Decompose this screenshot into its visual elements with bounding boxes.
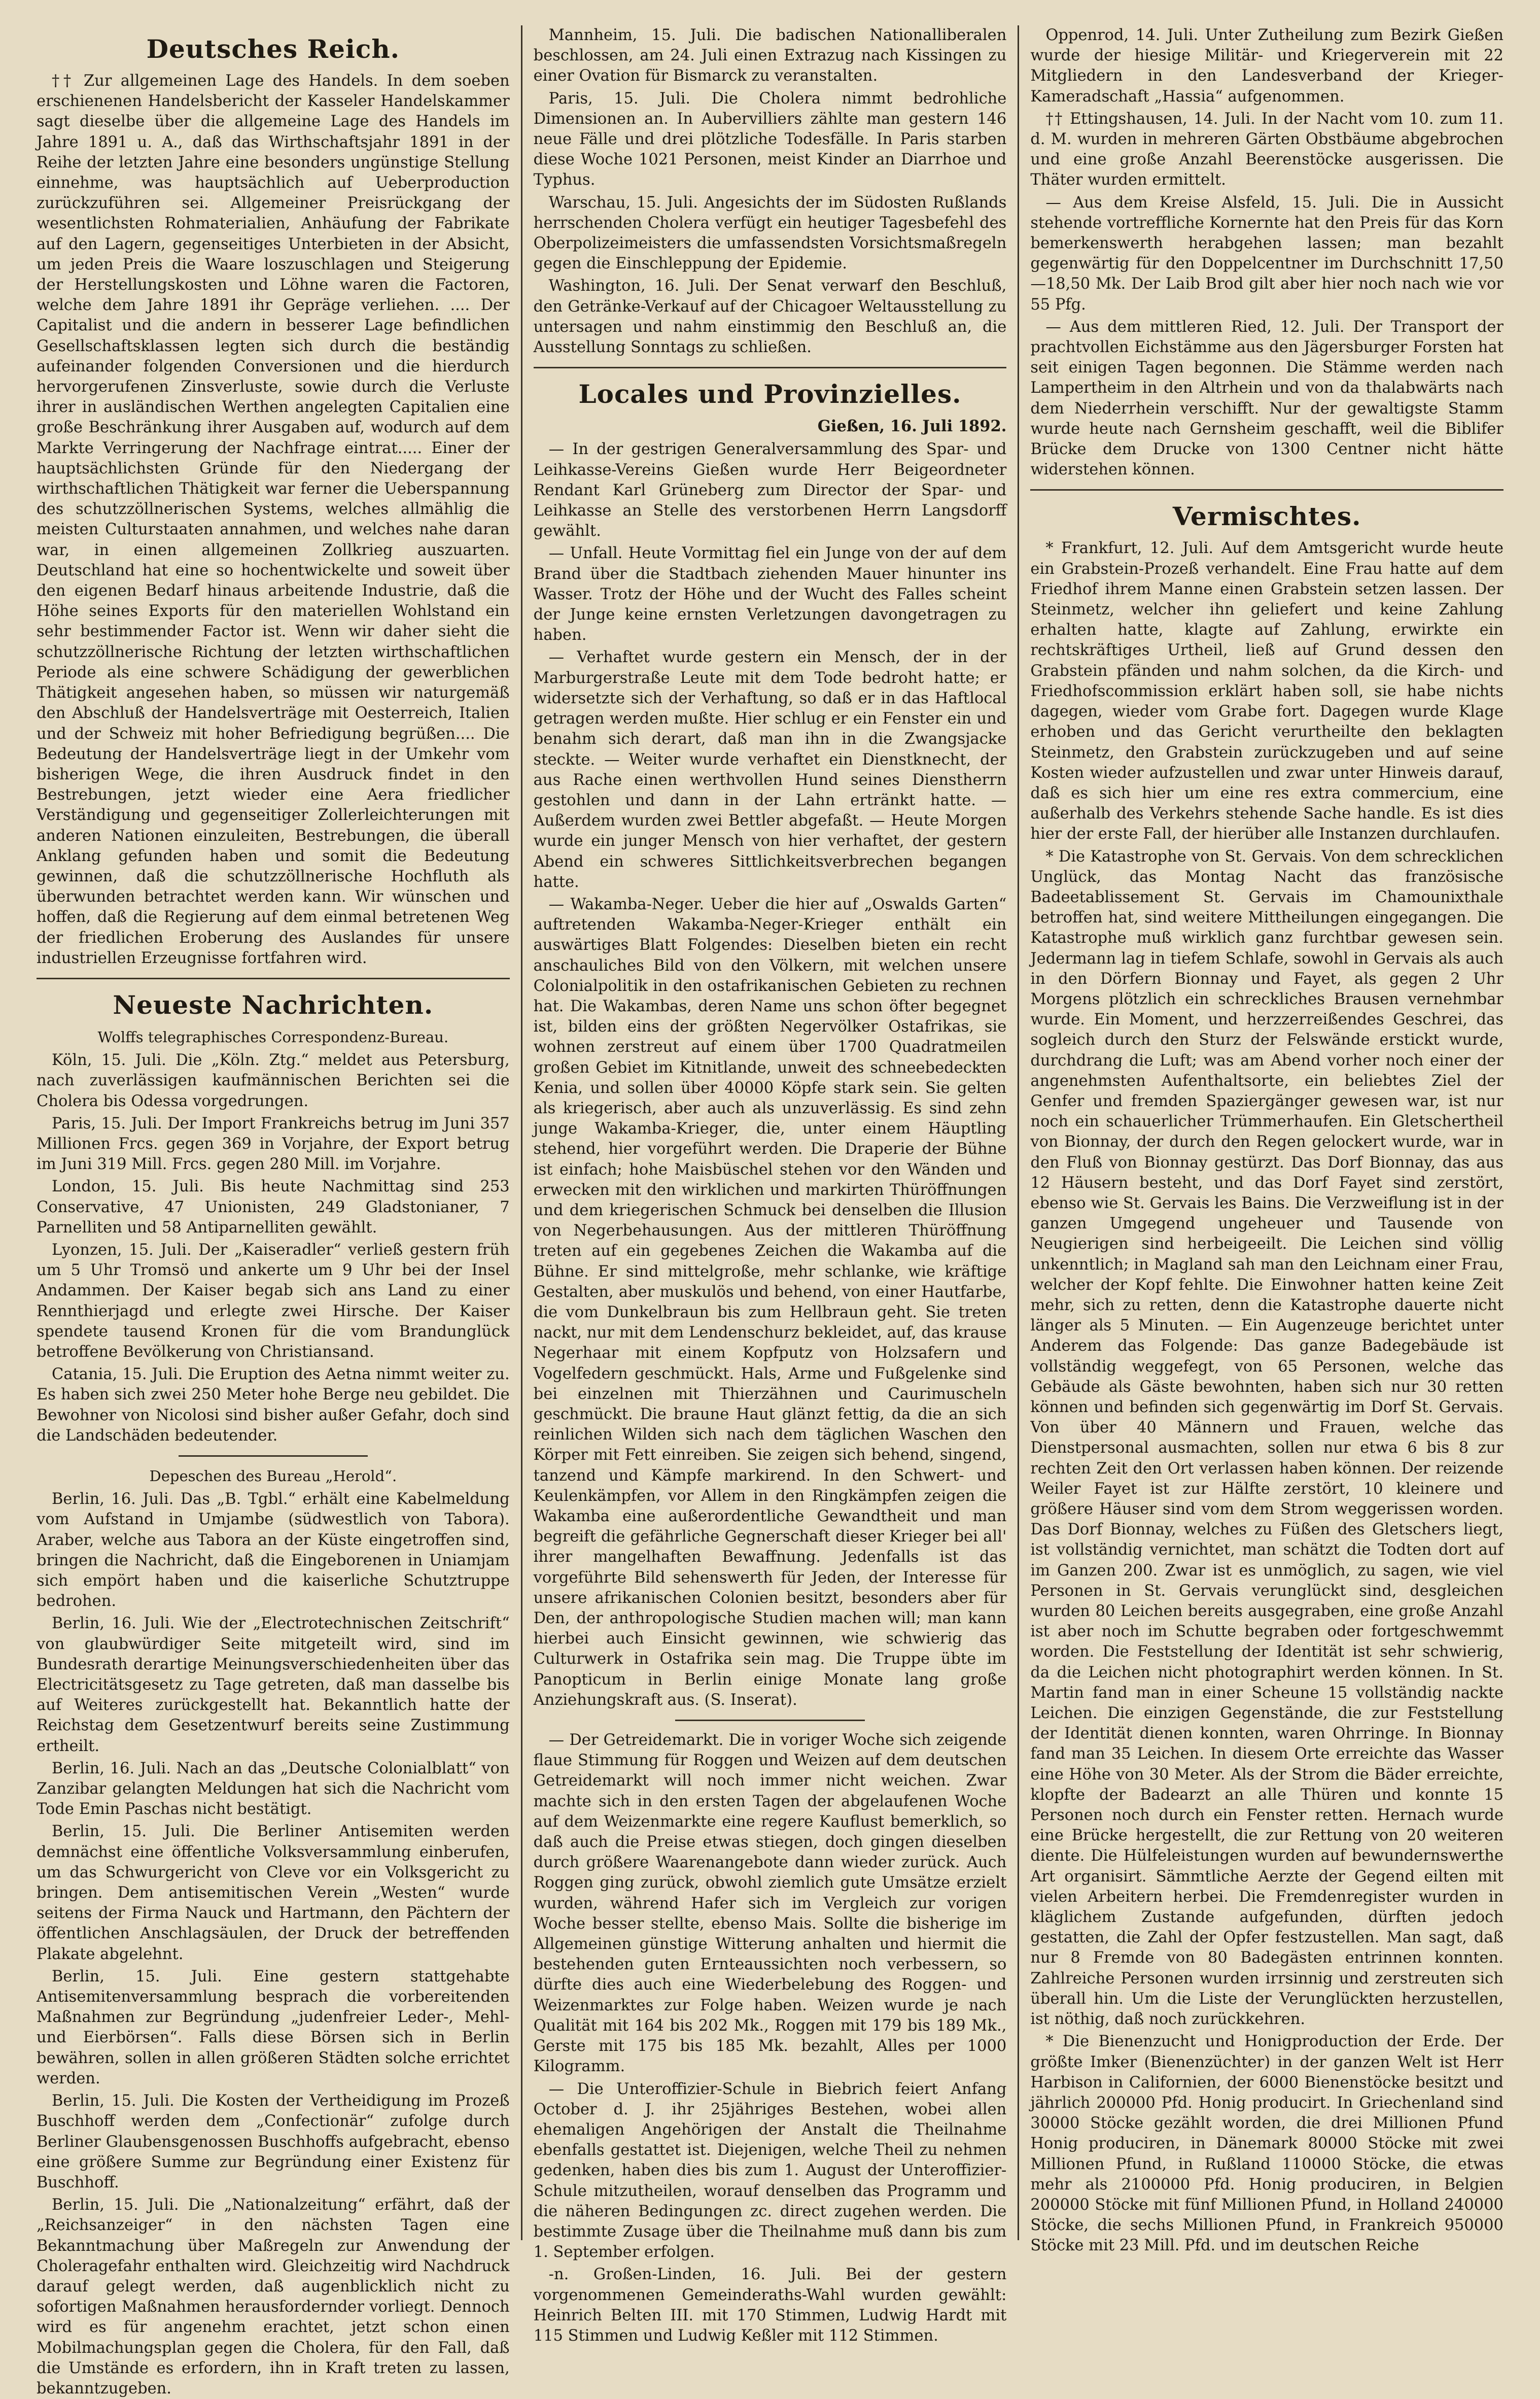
local-item: — Verhaftet wurde gestern ein Mensch, der in der Marburgerstraße Leute mit dem Tode bedroht hatte; er widersetzte sich der Verhaftung, so daß er in das Haftlocal getragen werden mußte. Hier schlug er ein Fenster ein und benahm sich derart, daß man ihn in die Zwangsjacke steckte. — Weiter wurde verhaftet ein Dienstknecht, der aus Rache einen werthvollen Hund seines Dienstherrn gestohlen und dann in der Lahn ertränkt hatte. — Außerdem wurden zwei Bettler abgefaßt. — Heute Morgen wurde ein junger Mensch von hier verhaftet, der gestern Abend ein schweres Sittlichkeitsverbrechen begangen hatte.	[533, 648, 1007, 891]
local-item: — Der Getreidemarkt. Die in voriger Woche sich zeigende flaue Stimmung für Roggen und Weizen auf dem deutschen Getreidemarkt will noch immer nicht weichen. Zwar machte sich in den ersten Tagen der abgelaufenen Woche auf dem Weizenmarkte eine regere Kauflust bemerklich, so daß auch die Preise etwas stiegen, doch gingen dieselben durch größere Waarenangebote dann wieder zurück. Auch Roggen ging zurück, obwohl ziemlich gute Umsätze erzielt wurden, während Hafer sich im Vergleich zur vorigen Woche besser stellte, ebenso Mais. Sollte die bisherige im Allgemeinen günstige Witterung anhalten und hiermit die bestehenden guten Ernteaussichten noch verbessern, so dürfte dies auch eine Wiederbelebung des Roggen- und Weizenmarktes zur Folge haben. Weizen wurde je nach Qualität mit 164 bis 202 Mk., Roggen mit 179 bis 189 Mk., Gerste mit 175 bis 185 Mk. bezahlt, Alles per 1000 Kilogramm.	[533, 1731, 1007, 2076]
local-item: — Wakamba-Neger. Ueber die hier auf „Oswalds Garten“ auftretenden Wakamba-Neger-Krieger enthält ein auswärtiges Blatt Folgendes: Dieselben bieten ein recht anschauliches Bild von den Völkern, mit welchen unsere Colonialpolitik in den ostafrikanischen Gebieten zu rechnen hat. Die Wakambas, deren Name uns schon öfter begegnet ist, bilden eins der größten Negervölker Ostafrikas, sie wohnen zerstreut auf einem über 1700 Quadratmeilen großen Gebiet im Kitnitlande, unweit des schneebedeckten Kenia, und sollen über 40000 Köpfe stark sein. Sie gelten als kriegerisch, aber auch als unzuverlässig. Es sind zehn junge Wakamba-Krieger, die, unter einem Häuptling stehend, hier vorgeführt werden. Die Draperie der Bühne ist einfach; hohe Maisbüschel stehen vor den Wänden und erwecken mit den wirklichen und markirten Thüröffnungen und dem kriegerischen Schmuck bei denselben die Illusion von Negerbehausungen. Aus der mittleren Thüröffnung treten auf ein gegebenes Zeichen die Wakamba auf die Bühne. Er sind mittelgroße, mehr schlanke, wie kräftige Gestalten, aber muskulös und behend, von einer Hautfarbe, die vom Dunkelbraun bis zum Hellbraun geht. Sie treten nackt, nur mit dem Lendenschurz bekleidet, auf, das krause Negerhaar mit einem Kopfputz von Holzsafern und Vogelfedern geschmückt. Hals, Arme und Fußgelenke sind bei einzelnen mit Thierzähnen und Caurimuscheln geschmückt. Die braune Haut glänzt fettig, da die an sich reinlichen Wilden sich nach dem täglichen Waschen den Körper mit Fett einreiben. Sie zeigen sich behend, singend, tanzend und Kämpfe markirend. In den Schwert- und Keulenkämpfen, vor Allem in den Ringkämpfen zeigen die Wakamba eine außerordentliche Gewandtheit und man begreift die gefährliche Gegnerschaft dieser Krieger bei all' ihrer mangelhaften Bewaffnung. Jedenfalls ist das vorgeführte Bild sehenswerth für Jeden, der Interesse für unsere afrikanischen Colonien besitzt, besonders aber für Den, der anthropologische Studien machen will; man kann hierbei auch Einsicht gewinnen, wie schwierig das Culturwerk in Ostafrika sein mag. Die Truppe übte im Panopticum in Berlin einige Monate lang große Anziehungskraft aus. (S. Inserat).	[533, 895, 1007, 1709]
divider	[37, 978, 510, 979]
divider	[534, 367, 1007, 368]
section-heading-vermischtes: Vermischtes.	[1172, 501, 1361, 532]
news-item: Köln, 15. Juli. Die „Köln. Ztg.“ meldet aus Petersburg, nach zuverlässigen kaufmännischen Berichten sei die Cholera bis Odessa vorgedrungen.	[37, 1051, 510, 1110]
column-3	[1019, 25, 1515, 2255]
local-item: — Die Unteroffizier-Schule in Biebrich feiert Anfang October d. J. ihr 25jähriges Bestehen, wobei allen ehemaligen Angehörigen der Anstalt die Theilnahme ebenfalls gestattet ist. Diejenigen, welche Theil zu nehmen gedenken, haben dies bis zum 1. August der Unteroffizier-Schule mitzutheilen, worauf denselben das Programm und die näheren Bedingungen zc. direct zugehen werden. Die bestimmte Zusage über die Theilnahme muß dann bis zum 1. September erfolgen.	[533, 2080, 1007, 2261]
news-item: Berlin, 16. Juli. Nach an das „Deutsche Colonialblatt“ von Zanzibar gelangten Meldungen hat sich die Nachricht vom Tode Emin Paschas nicht bestätigt.	[37, 1759, 510, 1819]
local-item: -n. Großen-Linden, 16. Juli. Bei der gestern vorgenommenen Gemeinderaths-Wahl wurden gewählt: Heinrich Belten III. mit 170 Stimmen, Ludwig Hardt mit 115 Stimmen und Ludwig Keßler mit 112 Stimmen.	[533, 2266, 1007, 2345]
news-item: Washington, 16. Juli. Der Senat verwarf den Beschluß, den Getränke-Verkauf auf der Chicagoer Weltausstellung zu untersagen und nahm einstimmig den Beschluß an, die Ausstellung Sonntags zu schließen.	[533, 277, 1007, 357]
local-item: — In der gestrigen Generalversammlung des Spar- und Leihkasse-Vereins Gießen wurde Herr Beigeordneter Rendant Karl Grüneberg zum Director der Spar- und Leihkasse an Stelle des verstorbenen Herrn Langsdorff gewählt.	[533, 440, 1007, 540]
news-item: Berlin, 16. Juli. Wie der „Electrotechnischen Zeitschrift“ von glaubwürdiger Seite mitgeteilt wird, sind im Bundesrath derartige Meinungsverschiedenheiten über das Electricitätsgesetz zu Tage getreten, daß man dasselbe bis auf Weiteres zurückgestellt hat. Bekanntlich hatte der Reichstag dem Gesetzentwurf bereits seine Zustimmung ertheilt.	[37, 1615, 510, 1755]
section-heading-neueste-nachrichten: Neueste Nachrichten.	[113, 989, 434, 1020]
news-item: Berlin, 15. Juli. Die Berliner Antisemiten werden demnächst eine öffentliche Volksversammlung einberufen, um das Schwurgericht von Cleve vor ein Volksgericht zu bringen. Dem antisemitischen Verein „Westen“ wurde seitens der Firma Nauck und Hartmann, den Pächtern der öffentlichen Anschlagsäulen, der Druck der betreffenden Plakate abgelehnt.	[37, 1823, 510, 1963]
news-item: Paris, 15. Juli. Die Cholera nimmt bedrohliche Dimensionen an. In Aubervilliers zählte man gestern 146 neue Fälle und drei plötzliche Todesfälle. In Paris starben diese Woche 1021 Personen, meist Kinder an Diarrhoe und Typhus.	[533, 89, 1007, 189]
news-item: Berlin, 15. Juli. Die „Nationalzeitung“ erfährt, daß der „Reichsanzeiger“ in den nächsten Tagen eine Bekanntmachung über Maßregeln zur Anwendung der Choleragefahr enthalten wird. Gleichzeitig wird Nachdruck darauf gelegt werden, daß augenblicklich nicht zu sofortigen Maßnahmen herausfordernder vorliegt. Dennoch wird es für angenehm erachtet, jetzt schon einen Mobilmachungsplan gegen die Cholera, für den Fall, daß die Umstände es erfordern, ihn in Kraft treten zu lassen, bekanntzugeben.	[37, 2196, 510, 2397]
local-item: — Aus dem mittleren Ried, 12. Juli. Der Transport der prachtvollen Eichstämme aus den Jägersburger Forsten hat seit einigen Tagen begonnen. Die Stämme werden nach Lampertheim in den Altrhein und von da thalabwärts nach dem Niederrhein verschifft. Nur der gewaltigste Stamm wurde heute nach Gernsheim geschafft, weil die Biblifer Brücke dem Drucke von 1300 Centner nicht hätte widerstehen können.	[1030, 318, 1504, 479]
local-item: Oppenrod, 14. Juli. Unter Zutheilung zum Bezirk Gießen wurde der hiesige Militär- und Kriegerverein mit 22 Mitgliedern in den Landesverband der Krieger-Kameradschaft „Hassia“ aufgenommen.	[1030, 26, 1504, 106]
news-item: London, 15. Juli. Bis heute Nachmittag sind 253 Conservative, 47 Unionisten, 249 Gladstonianer, 7 Parnelliten und 58 Antiparnelliten gewählt.	[37, 1178, 510, 1237]
news-item: Berlin, 15. Juli. Eine gestern stattgehabte Antisemitenversammlung besprach die vorbereitenden Maßnahmen zur Begründung „judenfreier Leder-, Mehl- und Eierbörsen“. Falls diese Börsen sich in Berlin bewähren, sollen in allen größeren Städten solche errichtet werden.	[37, 1967, 510, 2087]
subheading-herold: Depeschen des Bureau „Herold“.	[149, 1467, 397, 1485]
news-item: Warschau, 15. Juli. Angesichts der im Südosten Rußlands herrschenden Cholera verfügt ein heutiger Tagesbefehl des Oberpolizeimeisters die umfassendsten Vorsichtsmaßregeln gegen die Einschleppung der Epidemie.	[533, 193, 1007, 273]
misc-item: * Die Katastrophe von St. Gervais. Von dem schrecklichen Unglück, das Montag Nacht das französische Badeetablissement St. Gervais im Chamounixthale betroffen hat, sind weitere Mittheilungen eingegangen. Die Katastrophe muß wirklich ganz furchtbar gewesen sein. Jedermann lag in tiefem Schlafe, sowohl in Gervais als auch in den Dörfern Bionnay und Fayet, als gegen 2 Uhr Morgens plötzlich ein schreckliches Brausen vernehmbar wurde. Ein Moment, und herzzerreißendes Geschrei, das sogleich durch den Sturz der Felswände erstickt wurde, durchdrang die Luft; was am Abend vorher noch einer der angenehmsten Aufenthaltsorte, ein beliebtes Ziel der Genfer und fremden Spaziergänger gewesen war, ist nur noch ein schauerlicher Trümmerhaufen. Ein Gletschertheil von Bionnay, der durch den Regen gelockert wurde, war in den Fluß von Bionnay gestürzt. Das Dorf Bionnay, das aus 12 Häusern besteht, und das Dorf Fayet sind zerstört, ebenso wie St. Gervais les Bains. Die Verzweiflung ist in der ganzen Umgegend ungeheuer und Tausende von Neugierigen sind herbeigeeilt. Die Leichen sind völlig unkenntlich; in Magland sah man den Leichnam einer Frau, welcher der Kopf fehlte. Die Einwohner hatten keine Zeit mehr, sich zu retten, denn die Katastrophe dauerte nicht länger als 5 Minuten. — Ein Augenzeuge berichtet unter Anderem das Folgende: Das ganze Badegebäude ist vollständig weggefegt, von 65 Personen, welche das Gebäude als Gäste bewohnten, haben sich nur 30 retten können und befinden sich gegenwärtig im Dorf St. Gervais. Von über 40 Männern und Frauen, welche das Dienstpersonal ausmachten, sollen nur etwa 6 bis 8 zur rechten Zeit den Ort verlassen haben können. Der reizende Weiler Fayet ist zur Hälfte zerstört, 10 kleinere und größere Häuser sind vom dem Strom weggerissen worden. Das Dorf Bionnay, welches zu Füßen des Gletschers liegt, ist vollständig vernichtet, man schätzt die Todten dort auf im Ganzen 200. Zwar ist es unmöglich, zu sagen, wie viel Personen in St. Gervais verunglückt sind, desgleichen wurden 80 Leichen bereits ausgegraben, eine große Anzahl ist aber noch im Schutte begraben oder fortgeschwemmt worden. Die Feststellung der Identität ist sehr schwierig, da die Leichen nicht photographirt werden können. In St. Martin fand man in einer Scheune 15 vollständig nackte Leichen. Die einzigen Gegenstände, die zur Feststellung der Identität dienen konnten, waren Ohrringe. In Bionnay fand man 35 Leichen. In diesem Orte erreichte das Wasser eine Höhe von 30 Meter. Als der Strom die Bäder erreichte, klopfte der Badearzt an alle Thüren und konnte 15 Personen noch durch ein Fenster retten. Hernach wurde eine Brücke hergestellt, die zur Rettung von 20 weiteren diente. Die Hülfeleistungen wurden auf bewundernswerthe Art organisirt. Sämmtliche Aerzte der Gegend eilten mit vielen Arbeitern herbei. Die Fremdenregister wurden in kläglichem Zustande aufgefunden, dürften jedoch gestatten, die Zahl der Opfer festzustellen. Man sagt, daß nur 8 Fremde von 80 Badegästen entrinnen konnten. Zahlreiche Personen wurden irrsinnig und zerstreuten sich überall hin. Um die Liste der Verunglückten herzustellen, ist nöthig, daß noch zurückkehren.	[1030, 847, 1504, 2029]
news-item: Catania, 15. Juli. Die Eruption des Aetna nimmt weiter zu. Es haben sich zwei 250 Meter hohe Berge neu gebildet. Die Bewohner von Nicolosi sind bisher außer Gefahr, doch sind die Landschäden bedeutender.	[37, 1365, 510, 1445]
subheading-wolff: Wolffs telegraphisches Correspondenz-Bureau.	[97, 1028, 449, 1046]
column-2	[522, 25, 1020, 2345]
section-heading-locales: Locales und Provinzielles.	[578, 379, 962, 409]
local-item: — Unfall. Heute Vormittag fiel ein Junge von der auf dem Brand über die Stadtbach ziehenden Mauer hinunter ins Wasser. Trotz der Höhe und der Wucht des Falles scheint der Junge keine ernsten Verletzungen davongetragen zu haben.	[533, 544, 1007, 644]
misc-item: * Frankfurt, 12. Juli. Auf dem Amtsgericht wurde heute ein Grabstein-Prozeß verhandelt. Eine Frau hatte auf dem Friedhof ihrem Manne einen Grabstein setzen lassen. Der Steinmetz, welcher ihn geliefert und keine Zahlung erhalten hatte, klagte auf Zahlung, erwirkte ein rechtskräftiges Urtheil, ließ auf Grund dessen den Grabstein pfänden und nahm solchen, da die Kirch- und Friedhofscommission erklärt haben soll, sie habe nichts dagegen, wieder vom Grabe fort. Dagegen wurde Klage erhoben und das Gericht verurtheilte den beklagten Steinmetz, den Grabstein zurückzugeben und auf seine Kosten wieder aufzustellen und zwar unter Hinweis darauf, daß es sich hier um eine res extra commercium, eine außerhalb des Verkehrs stehende Sache handle. Es ist dies hier der erste Fall, der hierüber alle Instanzen durchlaufen.	[1030, 539, 1504, 843]
local-item: — Aus dem Kreise Alsfeld, 15. Juli. Die in Aussicht stehende vortreffliche Kornernte hat den Preis für das Korn bemerkenswerth herabgehen lassen; man bezahlt gegenwärtig für den Doppelcentner im Durchschnitt 17,50—18,50 Mk. Der Laib Brod gilt aber hier noch nach wie vor 55 Pfg.	[1030, 193, 1504, 314]
news-item: Mannheim, 15. Juli. Die badischen Nationalliberalen beschlossen, am 24. Juli einen Extrazug nach Kissingen zu einer Ovation für Bismarck zu veranstalten.	[533, 26, 1007, 85]
newspaper-page	[25, 25, 1515, 2397]
news-item: Paris, 15. Juli. Der Import Frankreichs betrug im Juni 357 Millionen Frcs. gegen 369 in Vorjahre, der Export betrug im Juni 319 Mill. Frcs. gegen 280 Mill. im Vorjahre.	[37, 1114, 510, 1174]
misc-item: * Die Bienenzucht und Honigproduction der Erde. Der größte Imker (Bienenzüchter) in der ganzen Welt ist Herr Harbison in Californien, der 6000 Bienenstöcke besitzt und jährlich 200000 Pfd. Honig producirt. In Griechenland sind 30000 Stöcke gezählt worden, die drei Millionen Pfund Honig produciren, in Dänemark 80000 Stöcke mit zwei Millionen Pfund, in Rußland 110000 Stöcke, die etwas mehr als 2100000 Pfd. Honig produciren, in Belgien 200000 Stöcke mit fünf Millionen Pfund, in Holland 240000 Stöcke, die sechs Millionen Pfund, in Frankreich 950000 Stöcke mit 23 Mill. Pfd. und im deutschen Reiche	[1030, 2033, 1504, 2255]
dateline: Gießen, 16. Juli 1892.	[817, 417, 1007, 436]
column-1	[25, 25, 522, 2397]
article-handelslage: †† Zur allgemeinen Lage des Handels. In dem soeben erschienenen Handelsbericht der Kasseler Handelskammer sagt dieselbe über die allgemeine Lage des Handels im Jahre 1891 u. A., daß das Wirthschaftsjahr 1891 in der Reihe der letzten Jahre eine besonders ungünstige Stellung einnehme, was hauptsächlich auf Ueberproduction zurückzuführen sei. Allgemeiner Preisrückgang der wesentlichsten Rohmaterialien, Anhäufung der Fabrikate auf den Lagern, gegenseitiges Unterbieten in der Absicht, um jeden Preis die Waare loszuschlagen und Steigerung der Herstellungskosten und Löhne waren die Factoren, welche dem Jahre 1891 ihr Gepräge verliehen. .... Der Capitalist und die andern in besserer Lage befindlichen Gesellschaftsklassen legten sich durch die beständig aufeinander folgenden Conversionen und die hierdurch hervorgerufenen Zinsverluste, sowie durch die Verluste ihrer in ausländischen Werthen angelegten Capitalien eine große Beschränkung ihrer Ausgaben auf, wodurch auf dem Markte Verringerung der Nachfrage eintrat..... Einer der hauptsächlichsten Gründe für den Niedergang der wirthschaftlichen Thätigkeit war ferner die Ueberspannung des schutzzöllnerischen Systems, welches allmählig die meisten Culturstaaten annahmen, und welches nahe daran war, in einen allgemeinen Zollkrieg auszuarten. Deutschland hat eine so hochentwickelte und soweit über den eigenen Bedarf hinaus arbeitende Industrie, daß die Höhe seines Exports für den materiellen Wohlstand ein sehr bestimmender Factor ist. Wenn wir daher sieht die schutzzöllnerische Richtung der letzten wirthschaftlichen Periode als eine schwere Schädigung der gewerblichen Thätigkeit angesehen haben, so müssen wir naturgemäß den Abschluß der Handelsverträge mit Oesterreich, Italien und der Schweiz mit hoher Befriedigung begrüßen.... Die Bedeutung der Handelsverträge liegt in der Umkehr vom bisherigen Wege, die ihren Ausdruck findet in den Bestrebungen, jetzt wieder eine Aera friedlicher Verständigung und gegenseitiger Zollerleichterungen mit anderen Nationen einzuleiten, Bestrebungen, die überall Anklang gefunden haben und somit die Bedeutung gewinnen, daß die schutzzöllnerische Hochfluth als überwunden betrachtet werden kann. Wir wünschen und hoffen, daß die Regierung auf dem einmal betretenen Weg der friedlichen Eroberung des Auslandes für unsere industriellen Erzeugnisse fortfahren wird.	[37, 72, 510, 967]
section-heading-deutsches-reich: Deutsches Reich.	[146, 34, 400, 64]
news-item: Berlin, 16. Juli. Das „B. Tgbl.“ erhält eine Kabelmeldung vom Aufstand in Umjambe (südwestlich von Tabora). Araber, welche aus Tabora an der Küste eingetroffen sind, bringen die Nachricht, daß die Eingeborenen in Uniamjam sich empört haben und die kaiserliche Schutztruppe bedrohen.	[37, 1490, 510, 1610]
news-item: Berlin, 15. Juli. Die Kosten der Vertheidigung im Prozeß Buschhoff werden dem „Confectionär“ zufolge durch Berliner Glaubensgenossen Buschhoffs aufgebracht, ebenso eine größere Summe zur Begründung einer Existenz für Buschhoff.	[37, 2092, 510, 2191]
divider	[179, 1455, 368, 1457]
divider	[675, 1720, 864, 1721]
news-item: Lyonzen, 15. Juli. Der „Kaiseradler“ verließ gestern früh um 5 Uhr Tromsö und ankerte um 9 Uhr bei der Insel Andammen. Der Kaiser begab sich ans Land zu einer Rennthierjagd und erlegte zwei Hirsche. Der Kaiser spendete tausend Kronen für die vom Brandunglück betroffene Bevölkerung von Christiansand.	[37, 1241, 510, 1361]
local-item: †† Ettingshausen, 14. Juli. In der Nacht vom 10. zum 11. d. M. wurden in mehreren Gärten Obstbäume abgebrochen und eine große Anzahl Beerenstöcke ausgerissen. Die Thäter wurden ermittelt.	[1030, 110, 1504, 189]
divider	[1030, 489, 1503, 491]
